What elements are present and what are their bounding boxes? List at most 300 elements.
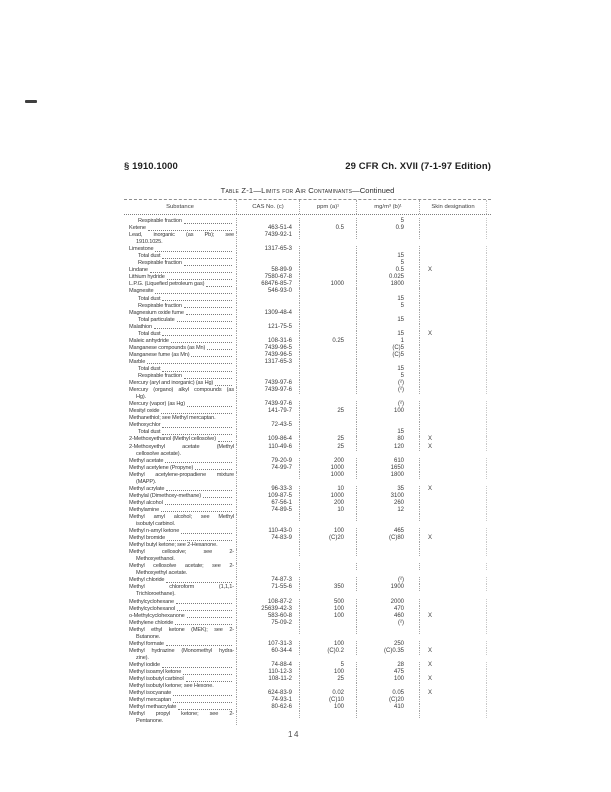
cas-cell: 96-33-3 [237,486,300,493]
cas-cell: 110-12-3 [237,669,300,676]
skin-cell [420,458,487,465]
mgm3-cell: 410 [357,704,420,711]
dot-leader [206,281,232,287]
skin-cell [420,507,487,514]
dot-leader [162,422,232,428]
mgm3-cell: (²) [357,387,420,394]
cas-cell [237,563,300,570]
cas-cell: 74-99-7 [237,465,300,472]
table-title-main: Table Z-1—Limits for Air Contaminants [220,186,353,195]
cas-cell [237,711,300,718]
table-row [124,606,491,613]
substance-cell: Maleic anhydride [124,338,237,345]
skin-cell [420,218,487,225]
mgm3-cell: 1650 [357,465,420,472]
skin-cell [420,260,487,267]
substance-cell: Respirable fraction [124,303,237,310]
table-row [124,345,491,352]
cas-cell: 74-83-9 [237,535,300,542]
cas-cell: 121-75-5 [237,324,300,331]
table-row [124,401,491,408]
page-number: 14 [288,730,300,739]
cas-cell [237,253,300,260]
mgm3-cell: 1900 [357,584,420,591]
ppm-cell [300,253,357,260]
skin-cell: X [420,331,487,338]
skin-cell [420,232,487,239]
substance-cell: Total dust [124,366,237,373]
mgm3-cell: 120 [357,444,420,451]
dot-leader [184,303,232,309]
cas-cell [237,317,300,324]
mgm3-cell: 15 [357,296,420,303]
substance-cell: Methyl isocyanate [124,690,237,697]
mgm3-cell [357,246,420,253]
mgm3-cell: (²) [357,620,420,627]
table-row [124,359,491,366]
dot-leader [177,606,232,612]
mgm3-cell: 5 [357,373,420,380]
table-row [124,514,491,528]
substance-cell: Methyl methacrylate [124,704,237,711]
skin-cell [420,246,487,253]
table-row [124,218,491,225]
table-row [124,599,491,606]
ppm-cell: 10 [300,486,357,493]
skin-cell [420,422,487,429]
skin-cell [420,584,487,591]
ppm-cell [300,542,357,549]
mgm3-cell: (C)5 [357,345,420,352]
mgm3-cell: 15 [357,253,420,260]
dot-leader [154,324,232,330]
substance-cell: Methyl acetate [124,458,237,465]
table-row [124,458,491,465]
mgm3-cell: 610 [357,458,420,465]
mgm3-cell: 35 [357,486,420,493]
table-row [124,429,491,436]
skin-cell [420,500,487,507]
ppm-cell [300,352,357,359]
edition-header: 29 CFR Ch. XVII (7-1-97 Edition) [345,161,491,172]
table-title [124,186,491,195]
mgm3-cell: 475 [357,669,420,676]
ppm-cell [300,366,357,373]
skin-cell [420,296,487,303]
cas-cell: 110-43-0 [237,528,300,535]
table-row [124,507,491,514]
skin-cell [420,542,487,549]
dot-leader [215,380,232,386]
skin-cell [420,415,487,422]
skin-cell [420,366,487,373]
dot-leader [166,577,232,583]
table-row [124,563,491,577]
ppm-cell [300,683,357,690]
cas-cell: 583-60-8 [237,613,300,620]
mgm3-cell: 0.05 [357,690,420,697]
table-body [124,215,491,725]
table-row [124,620,491,627]
substance-cell: Total dust [124,296,237,303]
skin-cell [420,641,487,648]
table-row [124,366,491,373]
table-row [124,549,491,563]
substance-cell: o-Methylcyclohexanone [124,613,237,620]
mgm3-cell [357,415,420,422]
table-row [124,697,491,704]
dot-leader [186,676,232,682]
substance-cell: Methyl ethyl ketone (MEK); see 2- Butanone. [124,627,237,641]
skin-cell [420,704,487,711]
dot-leader [184,218,232,224]
substance-cell: Limestone [124,246,237,253]
mgm3-cell [357,563,420,570]
table-row [124,500,491,507]
mgm3-cell: 0.5 [357,267,420,274]
mgm3-cell [357,627,420,634]
substance-cell: Manganese compounds (as Mn) [124,345,237,352]
cas-cell: 107-31-3 [237,641,300,648]
ppm-cell: 100 [300,613,357,620]
ppm-cell [300,549,357,556]
ppm-cell [300,288,357,295]
substance-cell: Methyl n-amyl ketone [124,528,237,535]
cas-cell: 1317-65-3 [237,359,300,366]
cas-cell: 141-79-7 [237,408,300,415]
substance-cell: Ketene [124,225,237,232]
skin-cell [420,281,487,288]
cas-cell: 7439-97-6 [237,387,300,394]
cas-cell: 7439-97-6 [237,401,300,408]
table-row [124,373,491,380]
table-row [124,648,491,662]
ppm-cell [300,274,357,281]
dot-leader [150,267,232,273]
ppm-cell [300,380,357,387]
table-row [124,288,491,295]
substance-cell: Methyl isobutyl ketone; see Hexone. [124,683,237,690]
substance-cell: Methyl chloride [124,577,237,584]
dot-leader [184,260,232,266]
table-row [124,676,491,683]
margin-mark [25,100,37,103]
mgm3-cell: 1800 [357,472,420,479]
cas-cell: 80-62-6 [237,704,300,711]
cas-cell: 1317-65-3 [237,246,300,253]
ppm-cell [300,324,357,331]
ppm-cell: (C)0.2 [300,648,357,655]
dot-leader [183,669,232,675]
substance-cell: Total dust [124,253,237,260]
mgm3-cell: 3100 [357,493,420,500]
mgm3-cell: 15 [357,317,420,324]
dot-leader [178,704,232,710]
skin-cell [420,401,487,408]
substance-cell: Methyl isoamyl ketone [124,669,237,676]
mgm3-cell: 15 [357,366,420,373]
table-row [124,303,491,310]
substance-cell: Methyl propyl ketone; see 2- Pentanone. [124,711,237,725]
cas-cell: 7580-67-8 [237,274,300,281]
column-header-substance: Substance [124,200,237,214]
dot-leader [175,620,232,626]
cas-cell: 7439-96-5 [237,352,300,359]
substance-cell: Methylene chloride [124,620,237,627]
section-number: § 1910.1000 [124,161,178,172]
table-row [124,641,491,648]
ppm-cell: 100 [300,528,357,535]
substance-cell: Methylcyclohexane [124,599,237,606]
dot-leader [162,253,232,259]
mgm3-cell: 5 [357,303,420,310]
table-row [124,486,491,493]
cas-cell: 75-09-2 [237,620,300,627]
table-row [124,317,491,324]
skin-cell [420,387,487,394]
substance-cell: Methylamine [124,507,237,514]
substance-cell: Total dust [124,331,237,338]
ppm-cell [300,303,357,310]
cas-cell [237,429,300,436]
substance-cell: Methyl acetylene-propadiene mixture (MAPP). [124,472,237,486]
mgm3-cell [357,288,420,295]
table-row [124,577,491,584]
skin-cell: X [420,613,487,620]
cas-cell: 624-83-9 [237,690,300,697]
dot-leader [166,641,232,647]
air-contaminants-table [124,199,491,725]
substance-cell: Methyl hydrazine (Monomethyl hydra- zine). [124,648,237,662]
skin-cell: X [420,444,487,451]
dot-leader [184,373,232,379]
cas-cell [237,260,300,267]
dot-leader [148,225,232,231]
table-row [124,704,491,711]
cas-cell: 74-89-5 [237,507,300,514]
table-row [124,683,491,690]
substance-cell: Methylal (Dimethoxy-methane) [124,493,237,500]
table-row [124,253,491,260]
skin-cell: X [420,486,487,493]
dot-leader [177,317,232,323]
mgm3-cell: 460 [357,613,420,620]
substance-cell: Lithium hydride [124,274,237,281]
substance-cell: Mercury (aryl and inorganic) (as Hg) [124,380,237,387]
substance-cell: Methyl cellosolve; see 2- Methoxyethanol. [124,549,237,563]
ppm-cell [300,429,357,436]
column-header-cas: CAS No. (c) [237,200,300,214]
substance-cell: Magnesite [124,288,237,295]
table-row [124,613,491,620]
ppm-cell: 25 [300,408,357,415]
skin-cell [420,711,487,718]
ppm-cell: 25 [300,436,357,443]
skin-cell [420,514,487,521]
table-row [124,542,491,549]
table-row [124,324,491,331]
skin-cell: X [420,267,487,274]
mgm3-cell: 1800 [357,281,420,288]
dot-leader [187,401,232,407]
ppm-cell: 0.02 [300,690,357,697]
dot-leader [155,246,232,252]
mgm3-cell: 12 [357,507,420,514]
mgm3-cell [357,711,420,718]
cas-cell [237,415,300,422]
substance-cell: Methyl iodide [124,662,237,669]
substance-cell: Methanethiol; see Methyl mercaptan. [124,415,237,422]
table-row [124,465,491,472]
ppm-cell [300,218,357,225]
table-row [124,408,491,415]
mgm3-cell: (²) [357,380,420,387]
table-row [124,260,491,267]
dot-leader [147,359,232,365]
ppm-cell [300,267,357,274]
substance-cell: Methyl cellosolve acetate; see 2- Methoxyethyl acetate. [124,563,237,577]
cas-cell: 25639-42-3 [237,606,300,613]
mgm3-cell: (²) [357,577,420,584]
skin-cell [420,472,487,479]
table-header-row [124,199,491,215]
ppm-cell [300,260,357,267]
substance-cell: Methyl alcohol [124,500,237,507]
skin-cell [420,669,487,676]
substance-cell: Methyl formate [124,641,237,648]
cas-cell: 108-87-2 [237,599,300,606]
mgm3-cell: (²) [357,401,420,408]
ppm-cell [300,387,357,394]
table-row [124,225,491,232]
table-row [124,267,491,274]
mgm3-cell [357,542,420,549]
skin-cell [420,373,487,380]
skin-cell [420,324,487,331]
substance-cell: Methyl amyl alcohol; see Methyl isobutyl carbinol. [124,514,237,528]
cas-cell: 68476-85-7 [237,281,300,288]
column-header-mgm3: mg/m³ (b)¹ [357,200,420,214]
dot-leader [162,296,232,302]
skin-cell: X [420,690,487,697]
cas-cell: 109-86-4 [237,436,300,443]
skin-cell [420,310,487,317]
mgm3-cell: 5 [357,260,420,267]
cas-cell: 60-34-4 [237,648,300,655]
skin-cell [420,528,487,535]
dot-leader [186,310,232,316]
substance-cell: Mercury (vapor) (as Hg) [124,401,237,408]
ppm-cell [300,373,357,380]
substance-cell: Methyl mercaptan [124,697,237,704]
ppm-cell: 1000 [300,281,357,288]
mgm3-cell: (C)80 [357,535,420,542]
skin-cell [420,697,487,704]
substance-cell: Manganese fume (as Mn) [124,352,237,359]
document-header [124,161,491,172]
mgm3-cell: 1 [357,338,420,345]
cas-cell [237,331,300,338]
column-header-ppm: ppm (a)¹ [300,200,357,214]
substance-cell: Methyl acrylate [124,486,237,493]
mgm3-cell: 2000 [357,599,420,606]
substance-cell: Total particulate [124,317,237,324]
mgm3-cell [357,549,420,556]
cas-cell [237,549,300,556]
mgm3-cell [357,422,420,429]
cas-cell: 72-43-5 [237,422,300,429]
dot-leader [218,436,232,442]
cas-cell [237,542,300,549]
mgm3-cell [357,683,420,690]
substance-cell: Methyl butyl ketone; see 2-Hexanone. [124,542,237,549]
table-row [124,711,491,725]
cas-cell: 463-51-4 [237,225,300,232]
mgm3-cell: 465 [357,528,420,535]
ppm-cell [300,246,357,253]
ppm-cell [300,232,357,239]
table-row [124,444,491,458]
substance-cell: Magnesium oxide fume [124,310,237,317]
ppm-cell: 5 [300,662,357,669]
ppm-cell [300,514,357,521]
skin-cell [420,683,487,690]
table-row [124,690,491,697]
ppm-cell [300,345,357,352]
substance-cell: Total dust [124,429,237,436]
skin-cell: X [420,535,487,542]
ppm-cell [300,310,357,317]
skin-cell [420,225,487,232]
dot-leader [173,697,232,703]
ppm-cell [300,577,357,584]
mgm3-cell: 250 [357,641,420,648]
mgm3-cell: 100 [357,676,420,683]
ppm-cell: 100 [300,704,357,711]
ppm-cell [300,331,357,338]
ppm-cell [300,296,357,303]
skin-cell: X [420,662,487,669]
dot-leader [187,613,232,619]
skin-cell [420,253,487,260]
ppm-cell: 500 [300,599,357,606]
table-row [124,387,491,401]
skin-cell [420,627,487,634]
cas-cell [237,627,300,634]
dot-leader [165,458,232,464]
cas-cell: 1309-48-4 [237,310,300,317]
mgm3-cell: 15 [357,331,420,338]
mgm3-cell [357,514,420,521]
cas-cell: 7439-96-5 [237,345,300,352]
ppm-cell: 1000 [300,472,357,479]
substance-cell: Methyl chloroform (1,1,1- Trichloroethane). [124,584,237,598]
dot-leader [155,288,232,294]
skin-cell [420,408,487,415]
cas-cell [237,366,300,373]
mgm3-cell: 0.9 [357,225,420,232]
mgm3-cell [357,359,420,366]
cas-cell: 67-56-1 [237,500,300,507]
skin-cell [420,352,487,359]
ppm-cell: 350 [300,584,357,591]
ppm-cell: 10 [300,507,357,514]
skin-cell [420,549,487,556]
skin-cell [420,606,487,613]
table-row [124,584,491,598]
ppm-cell: 1000 [300,493,357,500]
skin-cell: X [420,676,487,683]
